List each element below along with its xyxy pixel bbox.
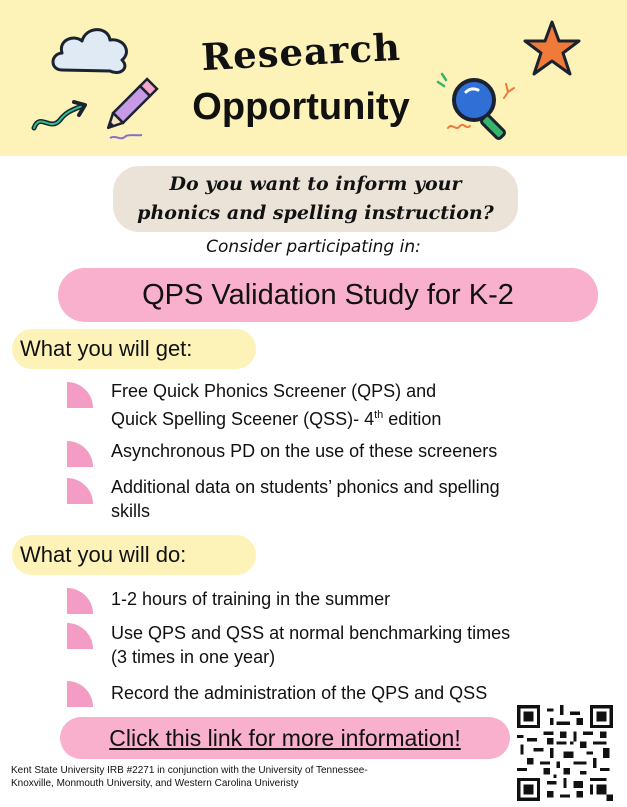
list-item-get-1-line2-end: edition: [383, 409, 442, 429]
title-research: Research: [200, 24, 402, 80]
study-title: QPS Validation Study for K-2: [142, 278, 514, 311]
section-heading-do: [12, 535, 256, 575]
list-item-get-1: [111, 379, 441, 431]
study-title-banner: [58, 268, 598, 322]
title-opportunity: Opportunity: [192, 86, 410, 128]
list-item-get-1-line1: Free Quick Phonics Screener (QPS) and: [111, 381, 437, 401]
bullet-icon: [67, 382, 93, 408]
list-item-do-1-line1: 1-2 hours of training in the summer: [111, 589, 391, 609]
qr-code-icon[interactable]: [517, 705, 613, 801]
list-item-get-3: [111, 475, 500, 523]
list-item-get-1-line2: [111, 403, 441, 431]
list-item-get-3-line2: skills: [111, 501, 150, 521]
consider-participating-text: Consider participating in:: [206, 237, 421, 257]
question-line-1: Do you want to inform your: [169, 173, 462, 195]
question-banner: [113, 166, 518, 232]
section-heading-do-label: What you will do:: [20, 542, 187, 567]
bullet-icon: [67, 441, 93, 467]
section-heading-get: [12, 329, 256, 369]
list-item-get-2-line1: Asynchronous PD on the use of these screeners: [111, 441, 498, 461]
magnifying-glass-icon: [434, 70, 526, 146]
ordinal-suffix: th: [374, 409, 384, 421]
question-line-2: phonics and spelling instruction?: [137, 202, 494, 224]
list-item-do-3-line1: Record the administration of the QPS and QSS: [111, 683, 488, 703]
footer-line-1: Kent State University IRB #2271 in conjunction with the University of Tennessee-: [11, 765, 368, 776]
bullet-icon: [67, 681, 93, 707]
bullet-icon: [67, 478, 93, 504]
section-heading-get-label: What you will get:: [20, 336, 193, 361]
cloud-icon: [48, 20, 134, 78]
more-info-banner: [60, 717, 510, 759]
star-icon: [521, 18, 583, 80]
squiggle-arrow-icon: [30, 98, 90, 136]
list-item-do-1: [111, 587, 390, 611]
list-item-do-2-line2: (3 times in one year): [111, 647, 276, 667]
list-item-do-2-line1: Use QPS and QSS at normal benchmarking times: [111, 623, 511, 643]
more-info-link[interactable]: Click this link for more information!: [109, 724, 461, 751]
list-item-do-2: [111, 621, 510, 669]
list-item-do-3: [111, 681, 487, 705]
footer-line-2: Knoxville, Monmouth University, and Western Carolina Univeristy: [11, 778, 299, 789]
list-item-get-1-line2-text: Quick Spelling Sceener (QSS)- 4: [111, 409, 375, 429]
list-item-get-3-line1: Additional data on students’ phonics and spelling: [111, 477, 500, 497]
irb-footer: [11, 764, 511, 790]
bullet-icon: [67, 623, 93, 649]
bullet-icon: [67, 588, 93, 614]
list-item-get-2: [111, 439, 497, 463]
pencil-icon: [92, 72, 164, 144]
